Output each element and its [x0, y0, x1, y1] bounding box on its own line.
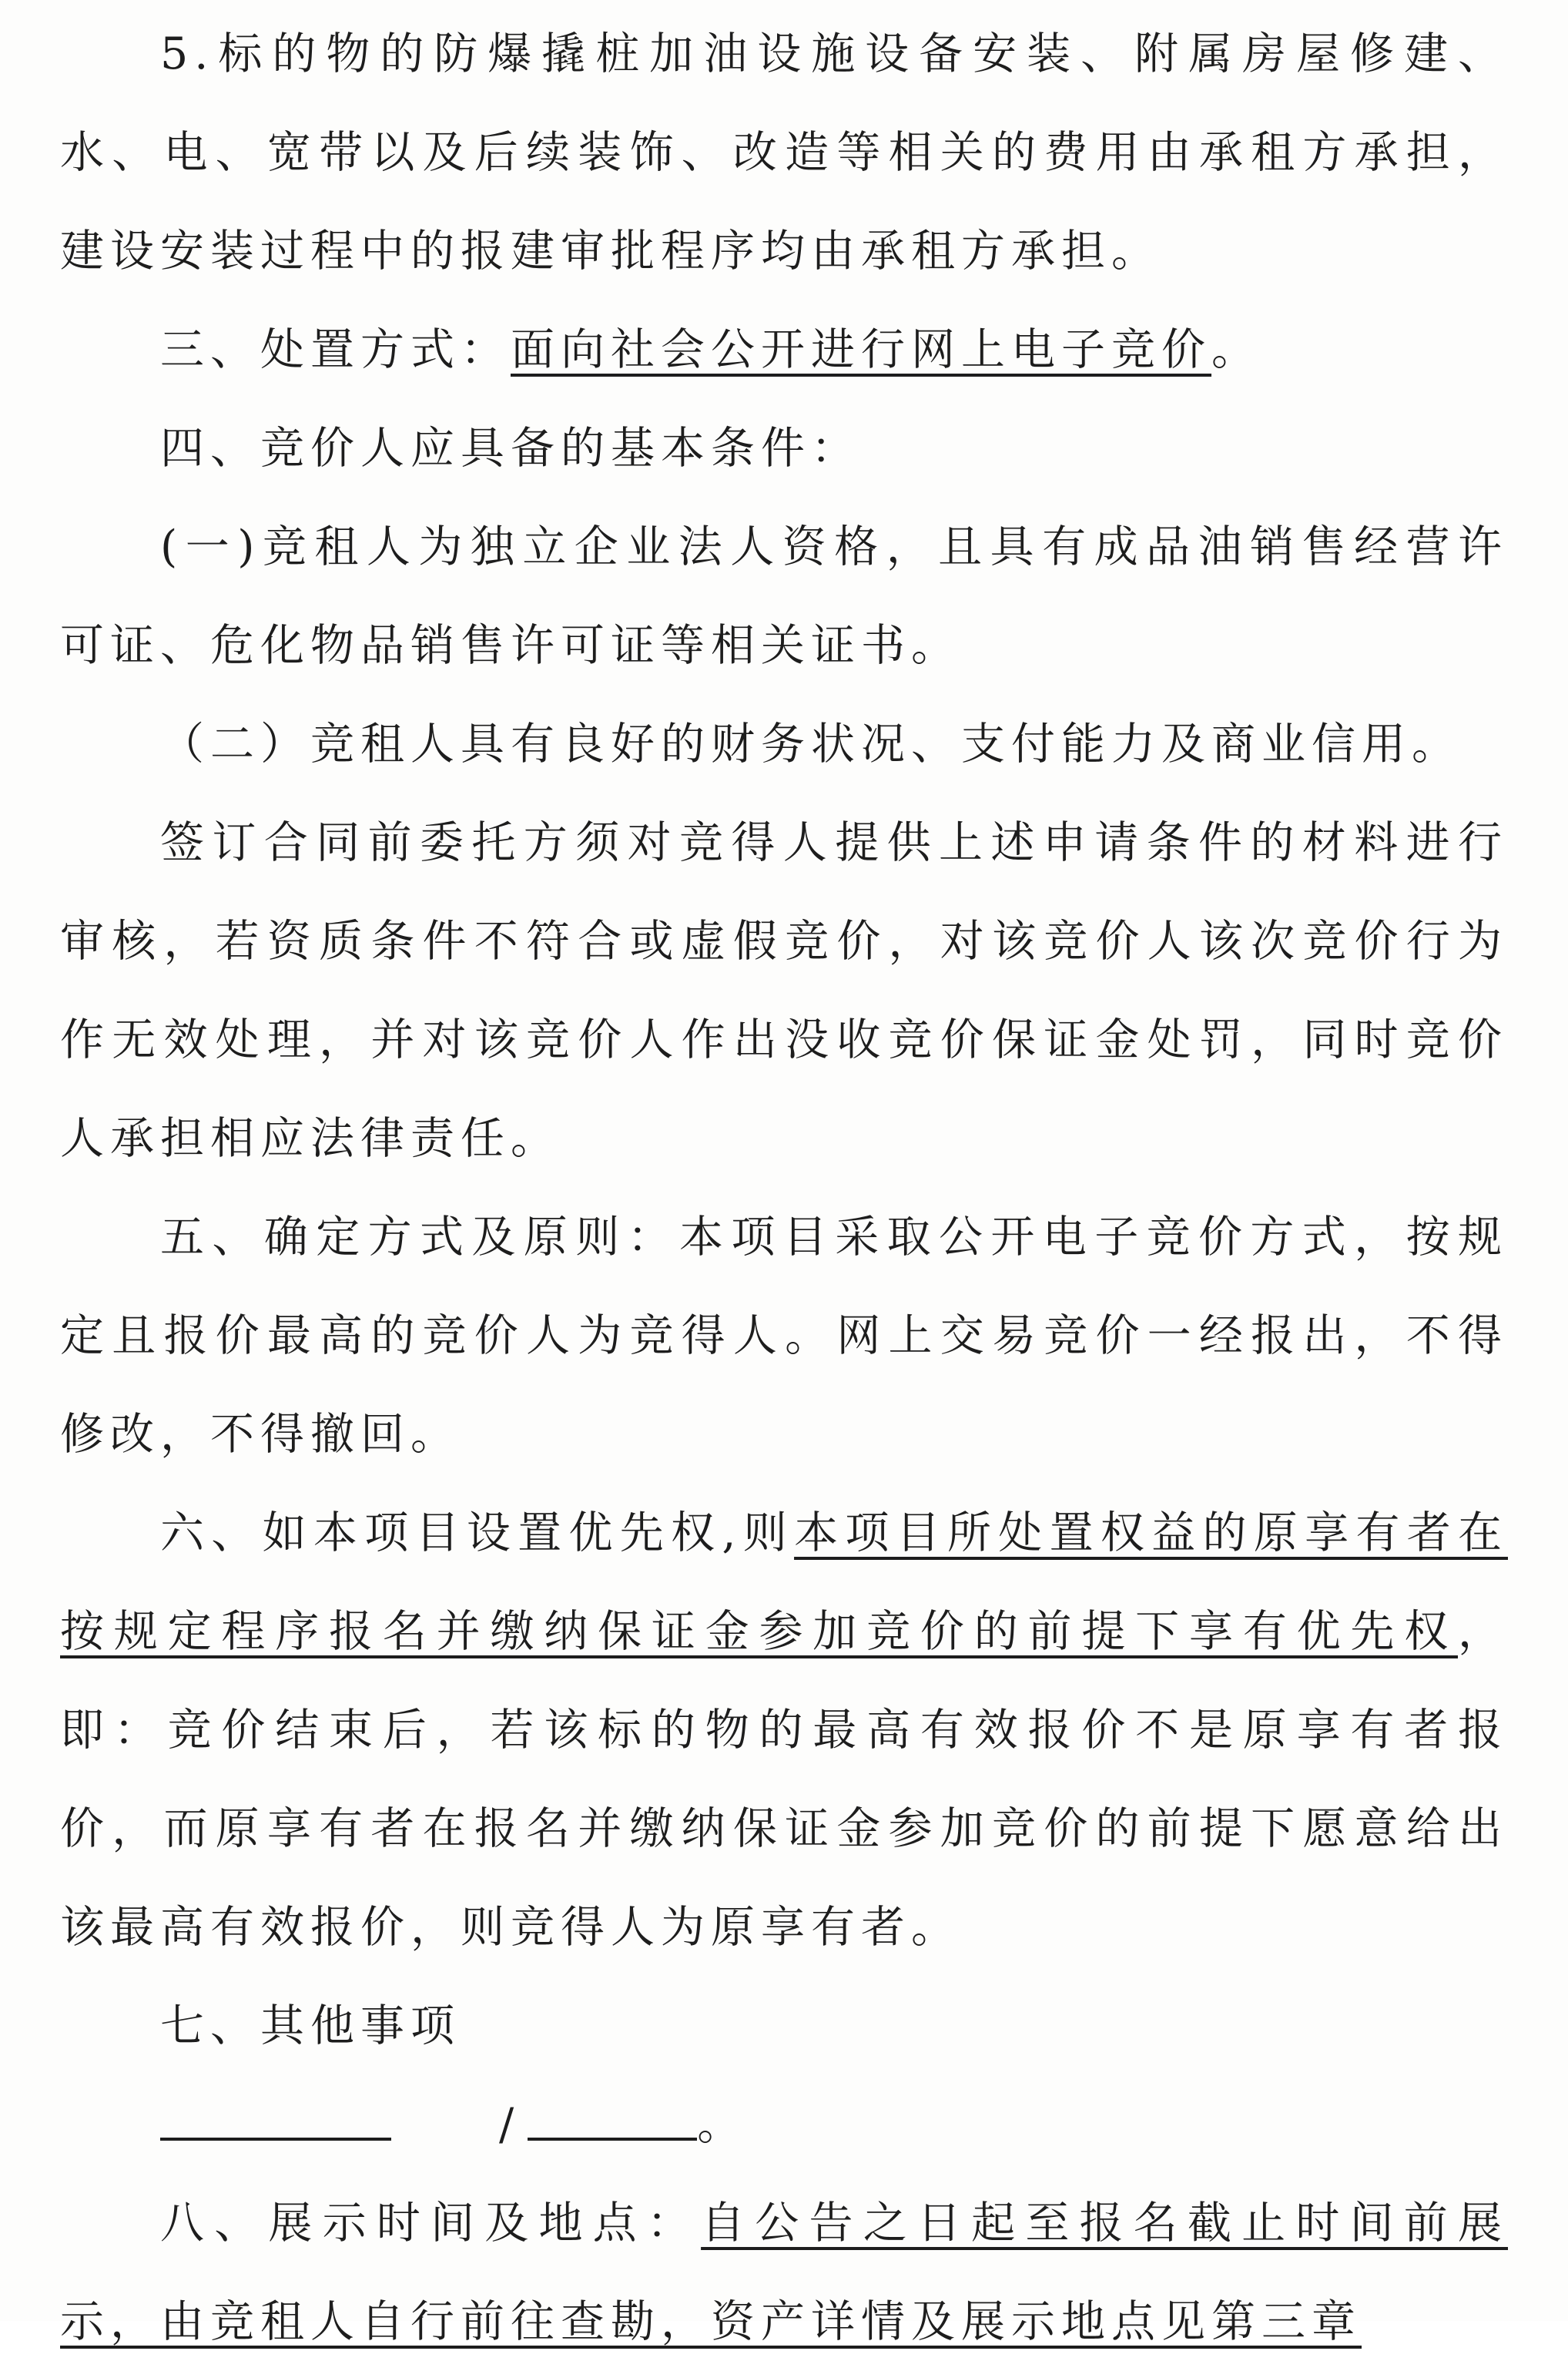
other-matters-blank: [60, 2075, 1508, 2174]
condition-item-1: [60, 498, 1508, 695]
paragraph-item-5: [60, 5, 1508, 300]
punctuation: 。: [697, 2099, 748, 2150]
blank-slash: /: [499, 2099, 521, 2150]
section-heading: 四、竞价人应具备的基本条件：: [160, 423, 861, 474]
punctuation: 。: [1211, 324, 1261, 375]
paragraph-text: (一)竞租人为独立企业法人资格，且具有成品油销售经营许可证、危化物品销售许可证等相关证书。: [60, 521, 1508, 671]
paragraph-text: ，即：竞价结束后，若该标的物的最高有效报价不是原享有者报价，而原享有者在报名并缴纳保证金参加竞价的前提下愿意给出该最高有效报价，则竞得人为原享有者。: [60, 1606, 1508, 1953]
blank-line-left: [160, 2138, 391, 2141]
section-heading: 七、其他事项: [160, 2000, 461, 2051]
section-priority-right: [60, 1484, 1508, 1977]
priority-right-condition: 本项目所处置权益的原享有者在按规定程序报名并缴纳保证金参加竞价的前提下享有优先权: [60, 1507, 1508, 1657]
blank-line-right: [528, 2138, 697, 2141]
section-heading: 三、处置方式：: [160, 324, 511, 375]
paragraph-text: 六、如本项目设置优先权,则: [160, 1507, 795, 1558]
paragraph-text: （二）竞租人具有良好的财务状况、支付能力及商业信用。: [160, 719, 1462, 770]
section-determination-method: [60, 1188, 1508, 1484]
contract-review-paragraph: [60, 793, 1508, 1188]
section-heading: 八、展示时间及地点：: [160, 2198, 702, 2249]
condition-item-2: [60, 695, 1508, 793]
section-display-time-place: [60, 2174, 1508, 2371]
disposal-method-value: 面向社会公开进行网上电子竞价: [511, 324, 1211, 375]
paragraph-text: 签订合同前委托方须对竞得人提供上述申请条件的材料进行审核，若资质条件不符合或虚假竞价，对该竞价人该次竞价行为作无效处理，并对该竞价人作出没收竞价保证金处罚，同时竞价人承担相应法律责任。: [60, 817, 1508, 1164]
section-bidder-conditions-heading: [60, 399, 1508, 498]
document-body: [60, 5, 1508, 2371]
paragraph-text: 5.标的物的防爆撬桩加油设施设备安装、附属房屋修建、水、电、宽带以及后续装饰、改造等相关的费用由承租方承担，建设安装过程中的报建审批程序均由承租方承担。: [60, 29, 1508, 277]
section-disposal-method: [60, 300, 1508, 399]
paragraph-text: 五、确定方式及原则：本项目采取公开电子竞价方式，按规定且报价最高的竞价人为竞得人。网上交易竞价一经报出，不得修改，不得撤回。: [60, 1212, 1508, 1460]
display-time-place-value: 自公告之日起至报名截止时间前展示，由竞租人自行前往查勘，资产详情及展示地点见第三章: [60, 2198, 1509, 2347]
section-other-matters-heading: [60, 1977, 1508, 2075]
